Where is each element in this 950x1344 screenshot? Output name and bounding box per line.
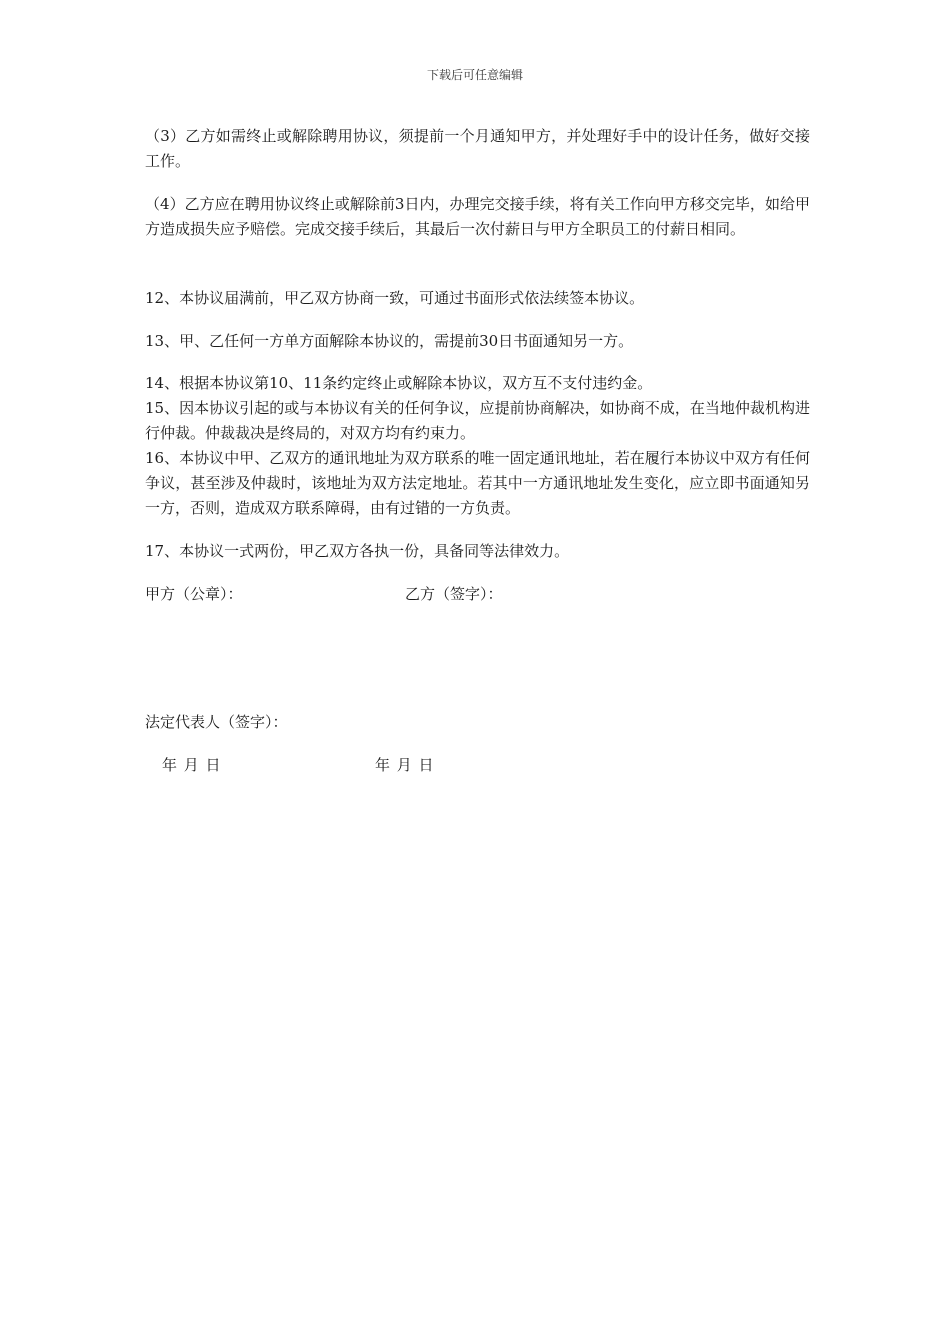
clause-14: 14、根据本协议第10、11条约定终止或解除本协议，双方互不支付违约金。 xyxy=(145,374,653,392)
header-note: 下载后可任意编辑 xyxy=(426,68,523,82)
party-a-date: 年 月 日 xyxy=(162,756,222,774)
clause-4: （4）乙方应在聘用协议终止或解除前3日内，办理完交接手续，将有关工作向甲方移交完毕，如给甲方造成损失应予赔偿。完成交接手续后，其最后一次付薪日与甲方全职员工的付薪日相同。 xyxy=(145,195,810,238)
party-b-signature-label: 乙方（签字）： xyxy=(405,585,503,603)
clause-12: 12、本协议届满前，甲乙双方协商一致，可通过书面形式依法续签本协议。 xyxy=(145,289,645,307)
party-a-seal-label: 甲方（公章）： xyxy=(145,585,243,603)
clause-15: 15、因本协议引起的或与本协议有关的任何争议，应提前协商解决，如协商不成，在当地仲裁机构进行仲裁。仲裁裁决是终局的，对双方均有约束力。 xyxy=(145,399,810,442)
clause-3: （3）乙方如需终止或解除聘用协议，须提前一个月通知甲方，并处理好手中的设计任务，做好交接工作。 xyxy=(145,127,810,170)
clause-13: 13、甲、乙任何一方单方面解除本协议的，需提前30日书面通知另一方。 xyxy=(145,332,634,350)
party-b-date: 年 月 日 xyxy=(375,756,435,774)
legal-representative-label: 法定代表人（签字）： xyxy=(145,713,288,731)
clause-17: 17、本协议一式两份，甲乙双方各执一份，具备同等法律效力。 xyxy=(145,542,570,560)
clause-group-14-16 xyxy=(145,371,810,521)
clause-16: 16、本协议中甲、乙双方的通讯地址为双方联系的唯一固定通讯地址，若在履行本协议中双方有任何争议，甚至涉及仲裁时，该地址为双方法定地址。若其中一方通讯地址发生变化，应立即书面通知另一方，否则，造成双方联系障碍，由有过错的一方负责。 xyxy=(145,449,810,517)
